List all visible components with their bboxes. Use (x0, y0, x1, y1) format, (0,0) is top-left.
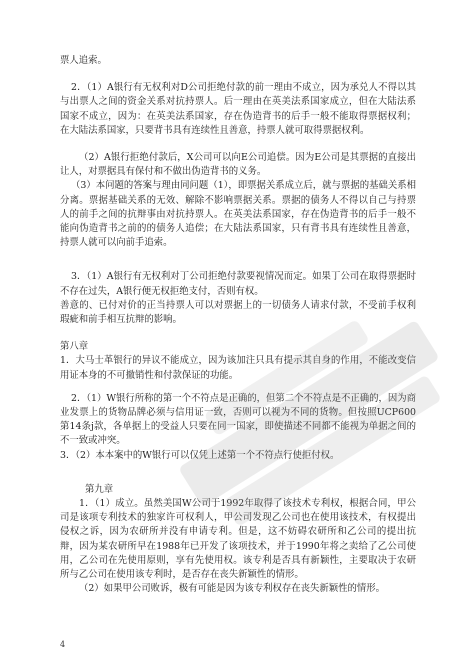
ch9-answer-2: （2）如果甲公司败诉，极有可能是因为该专利权存在丧失新颖性的情形。 (79, 583, 385, 595)
page-content (60, 54, 416, 597)
answer-3-2: 善意的、已付对价的正当持票人可以对票据上的一切债务人请求付款，不受前手权利瑕疵和前手相互抗辩的影响。 (60, 299, 416, 326)
chapter-8-heading: 第八章 (60, 341, 89, 353)
answer-2-2: （2）A银行拒绝付款后，X公司可以向E公司追偿。因为E公司是其票据的直接出让人，对票据具有保付和不做出伪造背书的义务。 (60, 152, 416, 178)
paragraph-continuation: 票人追索。 (60, 55, 107, 66)
ch9-answer-1: 1．（1）成立。虽然美国W公司于1992年取得了该技术专利权，根据合同，甲公司是该项专利技术的独家许可权利人，甲公司发现乙公司也在使用该技术，有权提出侵权之诉，因为农研所并没有申请专利。但是，这不妨碍农研所和乙公司的提出抗辩，因为某农研所早在1988年已开发了该项技术，并于1990年将之卖给了乙公司使用，乙公司在先使用原则，享有先使用权。该专利是否具有新颖性，主要取决于农研所与乙公司在使用该专利时，是否存在丧失新颖性的情形。 (60, 498, 416, 581)
ch8-answer-2-2: 3．（2）本本案中的W银行可以仅凭上述第一个不符点行使拒付权。 (60, 449, 340, 461)
ch8-answer-1: 1．大马士革银行的异议不能成立，因为该加注只具有提示其自身的作用，不能改变信用证本身的不可撤销性和付款保证的功能。 (60, 355, 416, 381)
page-number: 4 (60, 640, 66, 649)
answer-2-1: 2．（1）A银行有无权利对D公司拒绝付款的前一理由不成立，因为承兑人不得以其与出票人之间的资金关系对抗持票人。后一理由在英美法系国家成立，但在大陆法系国家不成立，因为：在英美法系国家，存在伪造背书的后手一般不能取得票据权利；在大陆法系国家，只要背书具有连续性且善意，持票人就可取得票据权利。 (60, 82, 416, 136)
ch8-answer-2: 2．（1）W银行所称的第一个不符点是正确的，但第二个不符点是不正确的，因为商业发票上的货物品牌必须与信用证一致，否则可以视为不同的货物。但按照UCP600第14条j款，各单据上的受益人只要在同一国家，即使描述不同都不能视为单据之间的不一致或冲突。 (60, 392, 416, 447)
answer-2-3: （3）本问题的答案与理由同问题（1），即票据关系成立后，就与票据的基础关系相分离。票据基础关系的无效、解除不影响票据关系。票据的债务人不得以自己与持票人的前手之间的抗辩事由对抗持票人。在英美法系国家，存在伪造背书的后手一般不能向伪造背书之前的的债务人追偿；在大陆法系国家，只有背书具有连续性且善意，持票人就可以向前手追索。 (60, 180, 416, 249)
answer-3-1: 3．（1）A银行有无权利对丁公司拒绝付款要视情况而定。如果丁公司在取得票据时不存在过失，A银行便无权拒绝支付，否则有权。 (60, 271, 416, 297)
chapter-9-heading: 第九章 (85, 483, 114, 495)
